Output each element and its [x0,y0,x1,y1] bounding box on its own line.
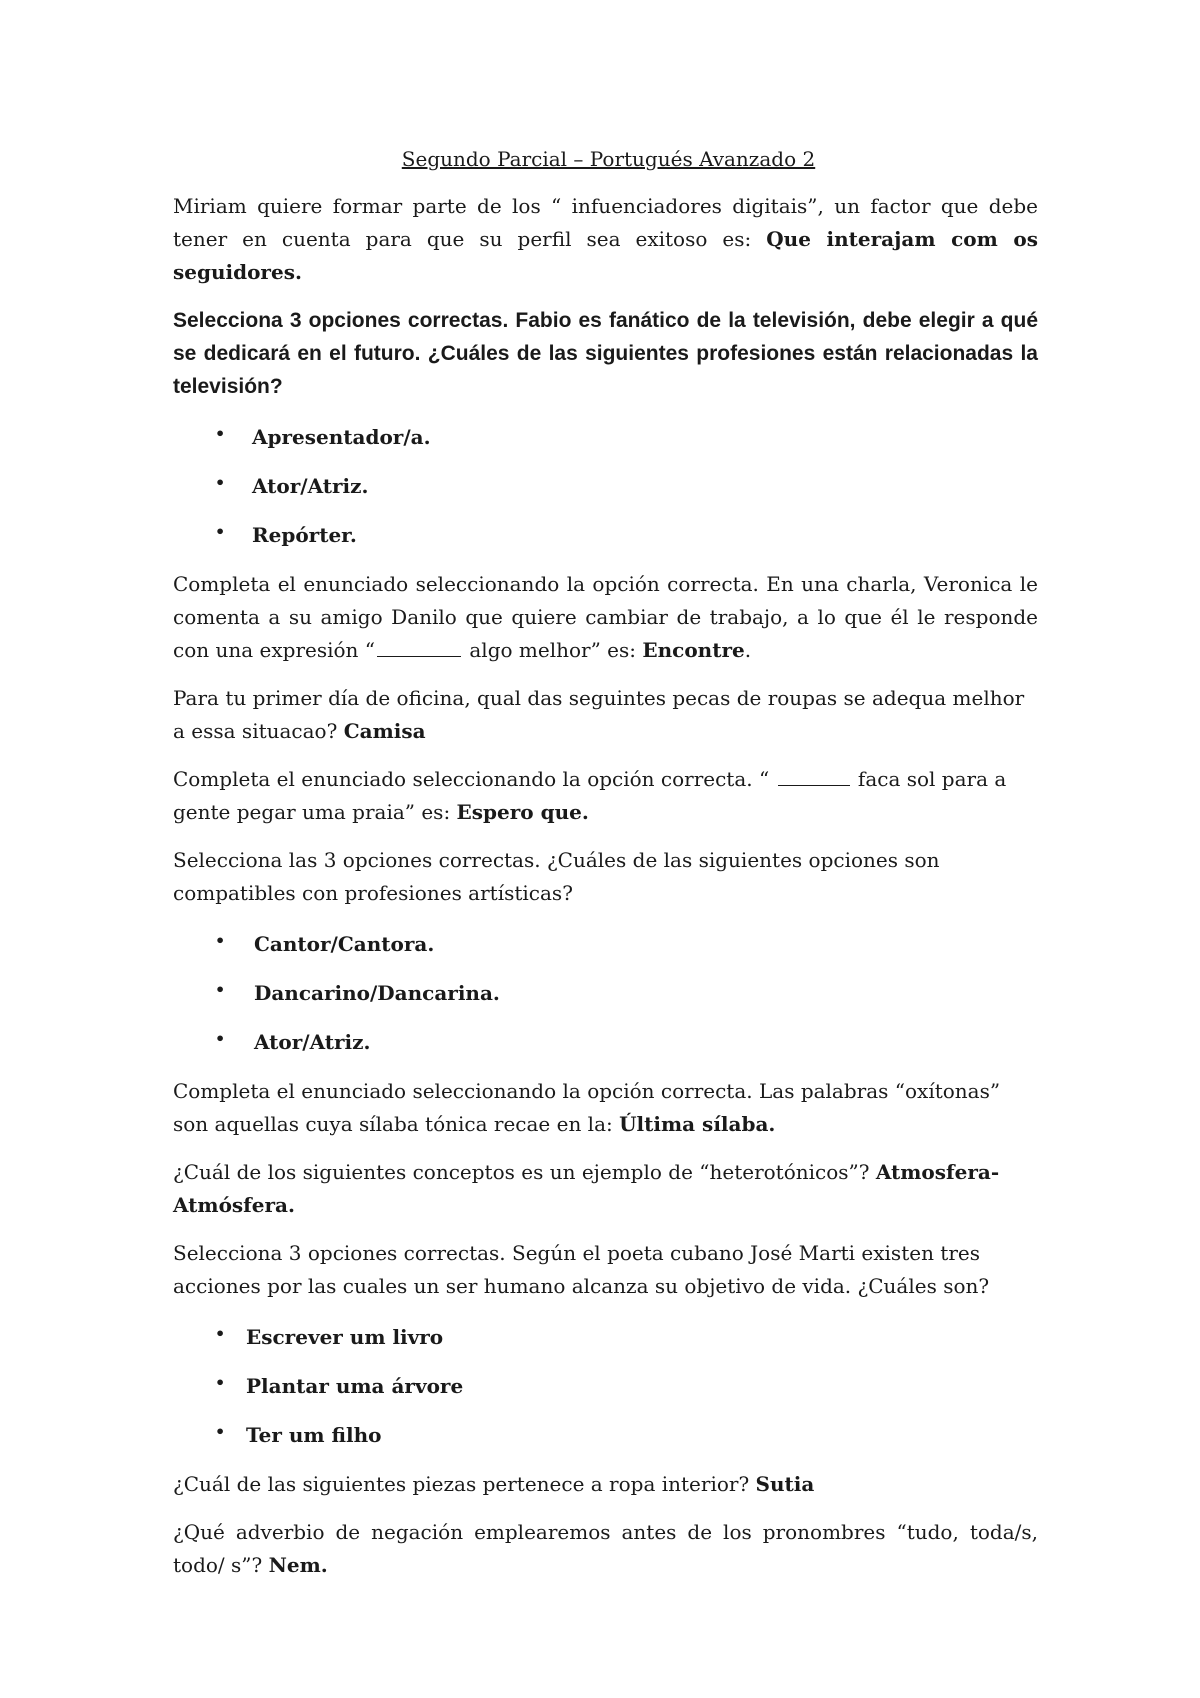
list-item: • Cantor/Cantora. [173,928,1038,961]
answer-text: Última sílaba. [619,1112,776,1136]
answer-text: Sutia [755,1472,815,1496]
list-item: • Escrever um livro [173,1321,1038,1354]
answer-text: Espero que. [456,800,589,824]
question-8: ¿Cuál de los siguientes conceptos es un ejemplo de “heterotónicos”? Atmosfera- Atmósfera. [173,1160,1000,1217]
answer-list-6 [173,928,1038,1059]
list-item: • Apresentador/a. [173,421,1038,454]
question-text: Miriam quiere formar parte de los “ infuenciadores digitais”, un factor que debe tener en cuenta para que su perfil sea exitoso es: [173,194,1038,251]
question-2: Selecciona 3 opciones correctas. Fabio es fanático de la televisión, debe elegir a qué se dedicará en el futuro. ¿Cuáles de las siguientes profesiones están relacionadas la televisión? [173,309,1038,398]
answer-list-2 [173,421,1038,552]
bullet-icon: • [215,1422,226,1441]
list-item: • Plantar uma árvore [173,1370,1038,1403]
question-7: Completa el enunciado seleccionando la opción correcta. Las palabras “oxítonas” son aquellas cuya sílaba tónica recae en la: Última sílaba. [173,1079,1001,1136]
document-title: Segundo Parcial – Portugués Avanzado 2 [401,147,816,171]
answer-text: Atmosfera- Atmósfera. [173,1160,1000,1217]
list-item: • Ator/Atriz. [173,470,1038,503]
question-6: Selecciona las 3 opciones correctas. ¿Cuáles de las siguientes opciones son compatibles con profesiones artísticas? [173,848,940,905]
bullet-icon: • [215,980,226,999]
answer-text: Encontre [642,638,745,662]
question-5: Completa el enunciado seleccionando la opción correcta. “ faca sol para a gente pegar uma praia” es: Espero que. [173,763,1038,829]
answer-list-9 [173,1321,1038,1452]
question-9: Selecciona 3 opciones correctas. Según el poeta cubano José Marti existen tres acciones por las cuales un ser humano alcanza su objetivo de vida. ¿Cuáles son? [173,1241,990,1298]
answer-text: Que interajam com os seguidores. [173,227,1038,284]
bullet-icon: • [215,1029,226,1048]
bullet-icon: • [215,931,226,950]
question-1 [173,190,1038,289]
bullet-icon: • [215,473,226,492]
question-3: Completa el enunciado seleccionando la opción correcta. En una charla, Veronica le comenta a su amigo Danilo que quiere cambiar de trabajo, a lo que él le responde con una expresión “ algo melhor” es: Encontre. [173,572,1038,662]
bullet-icon: • [215,522,226,541]
list-item: • Repórter. [173,519,1038,552]
question-11: ¿Qué adverbio de negación emplearemos antes de los pronombres “tudo, toda/s, todo/ s”? Nem. [173,1520,1038,1577]
list-item: • Ator/Atriz. [173,1026,1038,1059]
bullet-icon: • [215,1373,226,1392]
question-4: Para tu primer día de oficina, qual das seguintes pecas de roupas se adequa melhor a essa situacao? Camisa [173,686,1025,743]
answer-text: Nem. [268,1553,328,1577]
answer-blank [377,634,461,657]
bullet-icon: • [215,424,226,443]
list-item: • Dancarino/Dancarina. [173,977,1038,1010]
list-item: • Ter um filho [173,1419,1038,1452]
bullet-icon: • [215,1324,226,1343]
answer-blank [778,763,850,786]
answer-text: Camisa [343,719,426,743]
question-10: ¿Cuál de las siguientes piezas pertenece a ropa interior? Sutia [173,1472,815,1496]
